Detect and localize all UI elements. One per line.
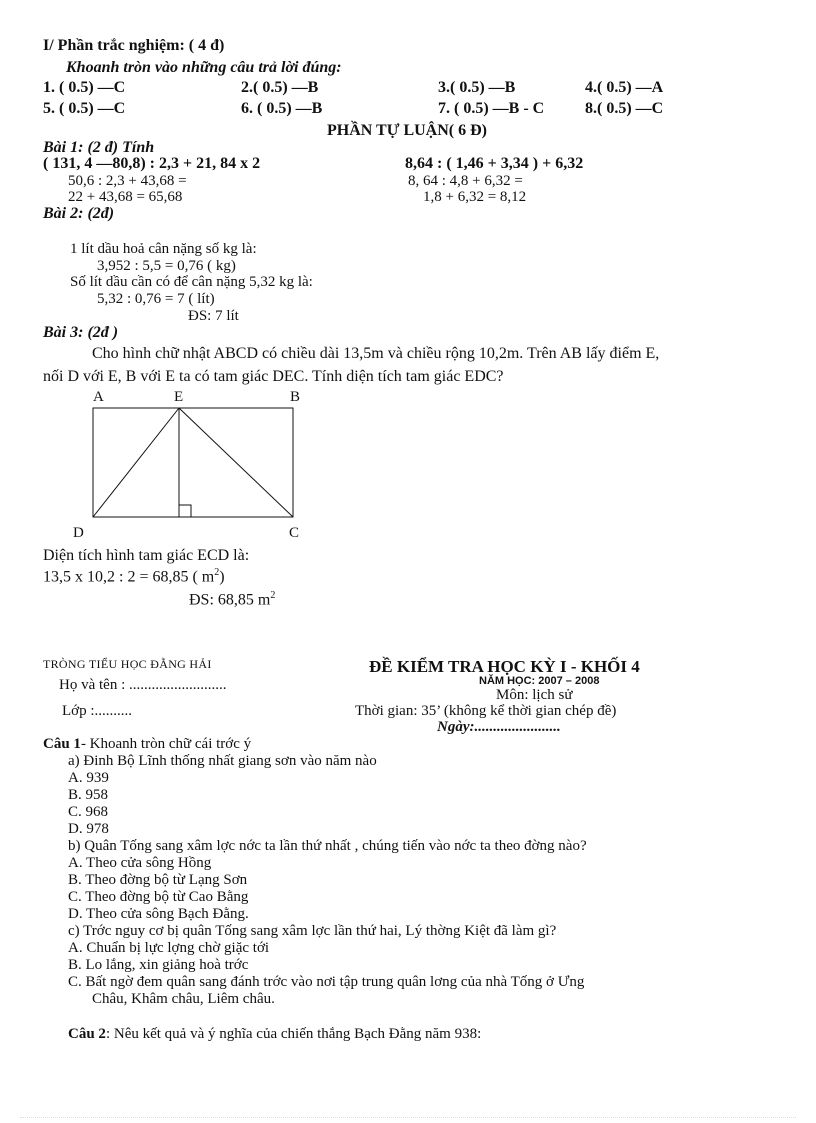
question-a-option-c: C. 968 xyxy=(68,804,109,820)
bai3-problem-line1: Cho hình chữ nhật ABCD có chiều dài 13,5m và chiều rộng 10,2m. Trên AB lấy điểm E, xyxy=(92,345,660,362)
bai1-left-step2: 22 + 43,68 = 65,68 xyxy=(68,189,183,205)
answer-6: 6. ( 0.5) —B xyxy=(241,100,323,117)
cau2-label: Câu 2 xyxy=(68,1026,106,1042)
bai3-problem-line2: nối D với E, B với E ta có tam giác DEC. Tính diện tích tam giác EDC? xyxy=(43,368,504,385)
bai2-line1: 1 lít dầu hoả cân nặng số kg là: xyxy=(70,241,257,257)
bai2-answer: ĐS: 7 lít xyxy=(188,308,239,324)
segment-ec xyxy=(179,408,293,517)
right-angle-mark xyxy=(179,505,191,517)
question-b: b) Quân Tống sang xâm lợc nớc ta lần thứ nhất , chúng tiến vào nớc ta theo đờng nào? xyxy=(68,838,587,854)
answer-1: 1. ( 0.5) —C xyxy=(43,79,126,96)
school-name: TRÒNG TIỂU HỌC ĐẰNG HẢI xyxy=(43,657,212,671)
exam-date: Ngày:....................... xyxy=(437,719,561,735)
exam-title: ĐỀ KIỂM TRA HỌC KỲ I - KHỐI 4 xyxy=(369,657,640,676)
subject: Môn: lịch sử xyxy=(496,687,573,703)
question-c-option-c: C. Bất ngờ đem quân sang đánh trớc vào nơi tập trung quân lơng của nhà Tống ở Ưng xyxy=(68,974,585,990)
cau1-heading xyxy=(43,737,251,753)
answer-5: 5. ( 0.5) —C xyxy=(43,100,126,117)
bai3-answer-sup: 2 xyxy=(270,590,276,601)
question-a: a) Đinh Bộ Lĩnh thống nhất giang sơn vào năm nào xyxy=(68,753,377,769)
label-c: C xyxy=(289,525,300,541)
bai2-line2: 3,952 : 5,5 = 0,76 ( kg) xyxy=(97,258,236,274)
bai3-answer xyxy=(189,591,275,609)
exam-time: Thời gian: 35’ (không kể thời gian chép đề) xyxy=(355,703,617,719)
question-c-option-a: A. Chuẩn bị lực lợng chờ giặc tới xyxy=(68,940,270,956)
question-b-option-d: D. Theo cửa sông Bạch Đằng. xyxy=(68,906,249,922)
bai1-right-expression: 8,64 : ( 1,46 + 3,34 ) + 6,32 xyxy=(405,155,584,172)
bai3-solution-line2 xyxy=(43,568,225,586)
label-a: A xyxy=(93,389,104,405)
bai1-right-step1: 8, 64 : 4,8 + 6,32 = xyxy=(408,173,523,189)
question-a-option-b: B. 958 xyxy=(68,787,109,803)
rectangle-abcd xyxy=(93,408,293,517)
question-b-option-a: A. Theo cửa sông Hồng xyxy=(68,855,212,871)
question-a-option-d: D. 978 xyxy=(68,821,109,837)
bai1-left-expression: ( 131, 4 —80,8) : 2,3 + 21, 84 x 2 xyxy=(43,155,261,172)
student-name-field: Họ và tên : .......................... xyxy=(59,677,227,693)
bai2-line3: Số lít dầu cần có để cân nặng 5,32 kg là: xyxy=(70,274,313,290)
bai1-right-step2: 1,8 + 6,32 = 8,12 xyxy=(423,189,527,205)
question-c: c) Trớc nguy cơ bị quân Tống sang xâm lợc lần thứ hai, Lý thờng Kiệt đã làm gì? xyxy=(68,923,557,939)
answer-2: 2.( 0.5) —B xyxy=(241,79,319,96)
answer-7: 7. ( 0.5) —B - C xyxy=(438,100,545,117)
label-d: D xyxy=(73,525,84,541)
page-bottom-border xyxy=(20,1117,796,1118)
bai3-solution-end: ) xyxy=(219,568,225,586)
question-b-option-b: B. Theo đờng bộ từ Lạng Sơn xyxy=(68,872,248,888)
segment-de xyxy=(93,408,179,517)
question-c-option-c-cont: Châu, Khâm châu, Liêm châu. xyxy=(92,991,275,1007)
label-e: E xyxy=(174,389,184,405)
class-field: Lớp :.......... xyxy=(62,703,133,719)
part1-heading: I/ Phần trắc nghiệm: ( 4 đ) xyxy=(43,37,225,54)
part1-instruction: Khoanh tròn vào những câu trả lời đúng: xyxy=(66,59,342,76)
cau1-instruction: - Khoanh tròn chữ cái trớc ý xyxy=(80,736,252,752)
cau2-heading xyxy=(68,1027,481,1043)
cau2-question: : Nêu kết quả và ý nghĩa của chiến thắng Bạch Đằng năm 938: xyxy=(105,1026,482,1042)
bai2-line4: 5,32 : 0,76 = 7 ( lít) xyxy=(97,291,215,307)
school-year: NĂM HỌC: 2007 – 2008 xyxy=(479,675,600,687)
bai1-left-step1: 50,6 : 2,3 + 43,68 = xyxy=(68,173,187,189)
question-b-option-c: C. Theo đờng bộ từ Cao Bằng xyxy=(68,889,249,905)
bai3-solution-sup: 2 xyxy=(214,567,220,578)
answer-3: 3.( 0.5) —B xyxy=(438,79,516,96)
answer-4: 4.( 0.5) —A xyxy=(585,79,664,96)
part2-heading: PHẦN TỰ LUẬN( 6 Đ) xyxy=(327,122,487,139)
bai3-title: Bài 3: (2đ ) xyxy=(43,324,119,341)
question-c-option-b: B. Lo lắng, xin giảng hoà trớc xyxy=(68,957,249,973)
answer-8: 8.( 0.5) —C xyxy=(585,100,664,117)
bai3-answer-text: ĐS: 68,85 m xyxy=(189,591,271,609)
cau1-label: Câu 1 xyxy=(43,736,81,752)
label-b: B xyxy=(290,389,301,405)
bai2-title: Bài 2: (2đ) xyxy=(43,205,115,222)
bai3-solution-line1: Diện tích hình tam giác ECD là: xyxy=(43,547,250,564)
question-a-option-a: A. 939 xyxy=(68,770,109,786)
bai1-title: Bài 1: (2 đ) Tính xyxy=(43,139,155,156)
bai3-solution-text: 13,5 x 10,2 : 2 = 68,85 ( m xyxy=(43,568,215,586)
